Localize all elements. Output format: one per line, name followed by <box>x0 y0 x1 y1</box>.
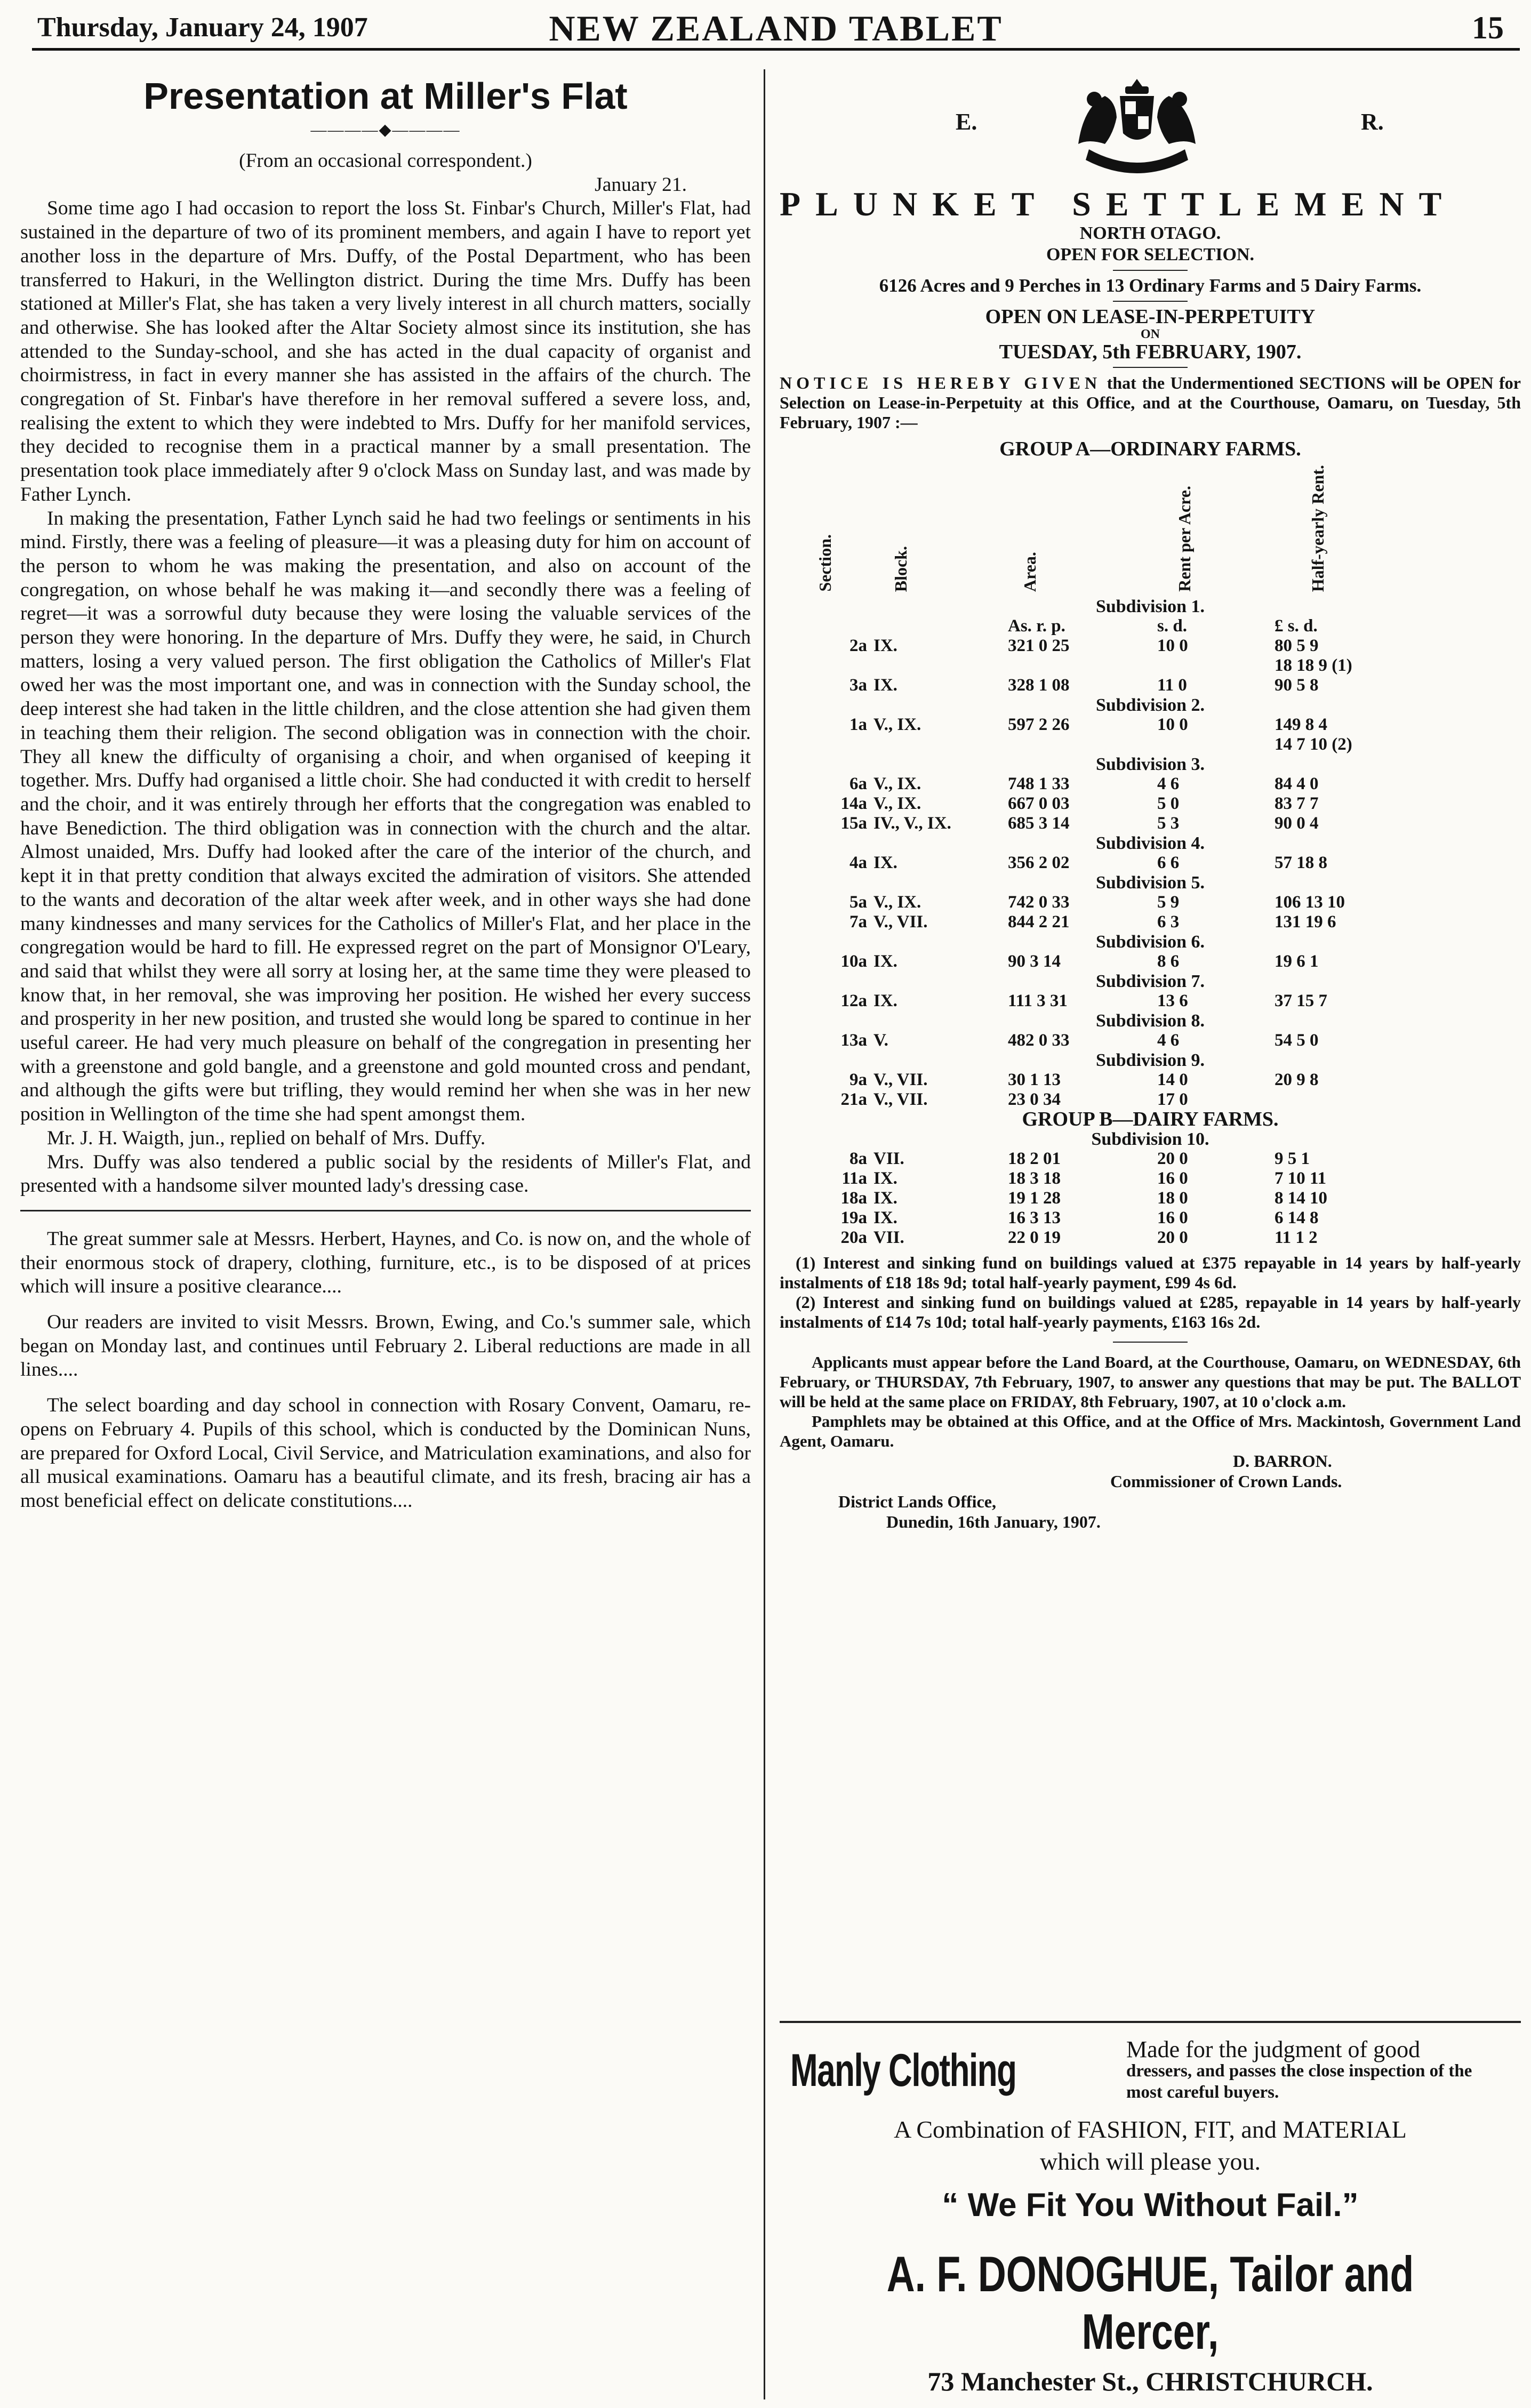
cell-area: 482 0 33 <box>1008 1031 1070 1050</box>
cell-area: 667 0 03 <box>1008 794 1070 813</box>
table-row <box>780 794 1521 814</box>
cell-half-yearly: 84 4 0 <box>1275 774 1319 793</box>
royal-cipher-e: E. <box>956 109 977 135</box>
office-date: Dunedin, 16th January, 1907. <box>886 1512 1101 1531</box>
subdivision-label: Subdivision 5. <box>1095 873 1205 893</box>
col-half-yearly: Half-yearly Rent. <box>1308 464 1327 592</box>
cell-section: 6a <box>849 774 867 793</box>
units-row <box>780 616 1521 636</box>
ad-brand: Manly Clothing <box>790 2045 1016 2096</box>
empty-cell <box>1005 735 1154 754</box>
subdivision-label: Subdivision 7. <box>1095 972 1205 991</box>
table-row <box>780 853 1521 873</box>
pamphlets-text: Pamphlets may be obtained at this Office, and at the Office of Mrs. Mackintosh, Government Land Agent, Oamaru. <box>780 1412 1521 1450</box>
column-divider <box>764 69 765 2399</box>
notice-acreage: 6126 Acres and 9 Perches in 13 Ordinary Farms and 5 Dairy Farms. <box>879 275 1422 296</box>
cell-area: 356 2 02 <box>1008 853 1070 872</box>
subdivision-label: Subdivision 3. <box>1095 754 1205 774</box>
table-row <box>780 636 1521 656</box>
cell-block: IV., V., IX. <box>873 814 951 833</box>
table-row <box>780 774 1521 794</box>
cell-rent: 6 6 <box>1157 853 1180 872</box>
cell-block: IX. <box>873 1208 897 1227</box>
cell-area: 328 1 08 <box>1008 676 1070 695</box>
cell-section: 10a <box>840 952 867 971</box>
farms-table <box>780 463 1521 1248</box>
cell-rent: 5 0 <box>1157 794 1180 813</box>
table-row <box>780 912 1521 932</box>
cell-half-yearly: 106 13 10 <box>1275 893 1345 912</box>
subdivision-label: Subdivision 6. <box>1095 932 1205 952</box>
table-row <box>780 676 1521 695</box>
notice-rule <box>1113 270 1188 271</box>
brief-paragraph: The select boarding and day school in connection with Rosary Convent, Oamaru, re-opens on February 4. Pupils of this school, which is conducted by the Dominican Nuns, are prepared for Oxford Local, Civil Service, and Matriculation examinations, and also for all musical examinations. Oamaru has a beautiful climate, and its fresh, bracing air has a most beneficial effect on delicate constitutions.... <box>20 1394 751 1512</box>
cell-block: V., IX. <box>873 794 921 813</box>
empty-cell <box>1005 656 1154 676</box>
cell-section: 3a <box>849 676 867 695</box>
cell-area: 321 0 25 <box>1008 636 1070 655</box>
article-paragraph: Mrs. Duffy was also tendered a public social by the residents of Miller's Flat, and presented with a handsome silver mounted lady's dressing case. <box>20 1151 751 1197</box>
cell-half-yearly: 83 7 7 <box>1275 794 1319 813</box>
cell-block: VII. <box>873 1228 904 1247</box>
ad-tagline-lead: Made for the judgment of good <box>1126 2036 1421 2062</box>
signer-name: D. BARRON. <box>1233 1451 1332 1471</box>
subdivision-row <box>780 833 1521 853</box>
cell-section: 13a <box>840 1031 867 1050</box>
cell-area: 111 3 31 <box>1008 991 1068 1010</box>
cell-rent: 4 6 <box>1157 1031 1180 1050</box>
table-row <box>780 1031 1521 1050</box>
news-briefs <box>20 1227 751 1513</box>
cell-section: 8a <box>849 1149 867 1168</box>
subdivision-row <box>780 972 1521 991</box>
notice-lease: OPEN ON LEASE-IN-PERPETUITY <box>985 306 1316 328</box>
cell-rent: 8 6 <box>1157 952 1180 971</box>
cell-area: 597 2 26 <box>1008 715 1070 734</box>
cell-half-yearly: 37 15 7 <box>1275 991 1327 1010</box>
cell-section: 21a <box>840 1090 867 1109</box>
footnote-2: (2) Interest and sinking fund on buildings valued at £285, repayable in 14 years by half-yearly instalments of £14 7s 10d; total half-yearly payments, £163 16s 2d. <box>780 1293 1521 1331</box>
cell-section: 1a <box>849 715 867 734</box>
cell-half-yearly: 6 14 8 <box>1275 1208 1319 1227</box>
subdivision-row <box>780 1129 1521 1149</box>
cell-rent: 5 3 <box>1157 814 1180 833</box>
cell-area: 742 0 33 <box>1008 893 1070 912</box>
cell-rent: 13 6 <box>1157 991 1188 1010</box>
subdivision-row <box>780 1050 1521 1070</box>
cell-half-yearly: 90 0 4 <box>1275 814 1319 833</box>
cell-block: IX. <box>873 676 897 695</box>
cell-area: 19 1 28 <box>1008 1189 1061 1208</box>
cell-half-yearly: 8 14 10 <box>1275 1189 1327 1208</box>
subdivision-row <box>780 1011 1521 1031</box>
footnote-1: (1) Interest and sinking fund on buildings valued at £375 repayable in 14 years by half-yearly instalments of £18 18s 9d; total half-yearly payment, £99 4s 6d. <box>780 1253 1521 1292</box>
signer-title: Commissioner of Crown Lands. <box>1110 1472 1342 1491</box>
applicants-text: Applicants must appear before the Land Board, at the Courthouse, Oamaru, on WEDNESDAY, 6th February, or THURSDAY, 7th February, 1907, to answer any questions that may be put. The BALLOT will be held at the same place on FRIDAY, 8th February, 1907, at 10 o'clock a.m. <box>780 1353 1521 1411</box>
ad-header <box>780 2023 1521 2114</box>
subdivision-label: Subdivision 1. <box>1095 597 1205 616</box>
ad-merchant: A. F. DONOGHUE, Tailor and Mercer, <box>886 2246 1414 2359</box>
table-row <box>780 1189 1521 1208</box>
cell-rent: 14 0 <box>1157 1070 1188 1089</box>
empty-cell <box>1154 656 1271 676</box>
notice-rule <box>1113 301 1188 302</box>
subdivision-row <box>780 873 1521 893</box>
farms-body <box>780 597 1521 1248</box>
cell-half-yearly: 131 19 6 <box>1275 912 1336 932</box>
cell-area: 685 3 14 <box>1008 814 1070 833</box>
office-name: District Lands Office, <box>838 1492 996 1511</box>
cell-rent: 16 0 <box>1157 1169 1188 1188</box>
subdivision-row <box>780 695 1521 715</box>
col-block: Block. <box>891 545 910 592</box>
cell-rent: 17 0 <box>1157 1090 1188 1109</box>
cell-section: 2a <box>849 636 867 655</box>
cell-rent: 16 0 <box>1157 1208 1188 1227</box>
title-ornament: ————◆———— <box>310 121 461 139</box>
cell-half-yearly: 57 18 8 <box>1275 853 1327 872</box>
article-paragraph: In making the presentation, Father Lynch said he had two feelings or sentiments in his mind. Firstly, there was a feeling of pleasure—it was a pleasing duty for him on account of the person to whom he was making the presentation, and also on account of the congregation, on whose behalf he was making it—and secondly there was a feeling of regret—it was a sorrowful duty because they were losing the valuable services of the person they were honoring. In the departure of Mrs. Duffy they were, he said, in Church matters, losing a very valued person. The first obligation the Catholics of Miller's Flat owed her was the most important one, and was in connection with the Sunday school, the deep interest she had taken in the little children, and the close attention she had given them in teaching them their religion. The second obligation was in connection with the choir. They all knew the difficulty of organising a choir, and when organised of keeping it together. Mrs. Duffy had organised a little choir. She had conducted it with credit to herself and the choir, and it was entirely through her efforts that the congregation was enabled to have Benediction. The third obligation was in connection with the church and the altar. Almost unaided, Mrs. Duffy had looked after the care of the interior of the church, and kept it in that pretty condition that always excited the admiration of visitors. She attended to the wants and decoration of the altar week after week, and in other ways she had done many kindnesses and many services for the Catholics of Miller's Flat, and her place in the congregation would be hard to fill. He expressed regret on the part of Monsignor O'Leary, and said that whilst they were all sorry at losing her, at the same time they were pleased to know that, in her removal, she was improving her position. He wished her every success and prosperity in her new position, and trusted she would long be spared to continue in her useful career. He had very much pleasure on behalf of the congregation in presenting her with a greenstone and gold bangle, and a greenstone and gold mounted cross and pendant, and although the gifts were but trifling, they would remind her when she was in her new position in Wellington of the time she had spent amongst them. <box>20 507 751 1126</box>
notice-body: that the Undermentioned SECTIONS will be OPEN for Selection on Lease-in-Perpetuity at this Office, and at the Courthouse, Oamaru, on Tuesday, 5th February, 1907 :— <box>780 373 1521 432</box>
cell-half-yearly: 20 9 8 <box>1275 1070 1319 1089</box>
cell-rent: 18 0 <box>1157 1189 1188 1208</box>
ad-tagline-rest: dressers, and passes the close inspection of the most careful buyers. <box>1126 2061 1472 2102</box>
cell-area: 22 0 19 <box>1008 1228 1061 1247</box>
cell-section: 9a <box>849 1070 867 1089</box>
cell-building-payment: 18 18 9 (1) <box>1275 656 1352 675</box>
cell-section: 7a <box>849 912 867 932</box>
cell-section: 15a <box>840 814 867 833</box>
notice-open: OPEN FOR SELECTION. <box>1046 245 1255 264</box>
units-empty <box>780 616 870 636</box>
cell-block: IX. <box>873 991 897 1010</box>
cell-area: 18 3 18 <box>1008 1169 1061 1188</box>
notice-text <box>780 373 1521 432</box>
notice-rule <box>1113 367 1188 368</box>
cell-block: VII. <box>873 1149 904 1168</box>
cell-section: 20a <box>840 1228 867 1247</box>
empty-cell <box>1154 735 1271 754</box>
brief-paragraph: Our readers are invited to visit Messrs. Brown, Ewing, and Co.'s summer sale, which began on Monday last, and continues until February 2. Liberal reductions are made in all lines.... <box>20 1311 751 1381</box>
cell-block: V., IX. <box>873 715 921 734</box>
cell-rent: 6 3 <box>1157 912 1180 932</box>
table-row <box>780 1090 1521 1110</box>
cell-block: V., VII. <box>873 1070 928 1089</box>
cell-section: 12a <box>840 991 867 1010</box>
units-rent: s. d. <box>1157 616 1187 636</box>
empty-cell <box>870 656 1005 676</box>
cell-rent: 4 6 <box>1157 774 1180 793</box>
table-row <box>780 1208 1521 1228</box>
table-row <box>780 1169 1521 1189</box>
cell-block: IX. <box>873 853 897 872</box>
cell-block: IX. <box>873 952 897 971</box>
cell-area: 748 1 33 <box>1008 774 1070 793</box>
clothing-advertisement <box>780 2021 1521 2405</box>
cell-rent: 11 0 <box>1157 676 1187 695</box>
subdivision-label: Subdivision 10. <box>1091 1129 1209 1149</box>
cell-section: 5a <box>849 893 867 912</box>
subdivision-row <box>780 754 1521 774</box>
cell-half-yearly: 19 6 1 <box>1275 952 1319 971</box>
subdivision-label: Subdivision 2. <box>1095 695 1205 715</box>
cell-block: V., VII. <box>873 912 928 932</box>
article-dateline: January 21. <box>595 173 687 196</box>
cell-rent: 20 0 <box>1157 1149 1188 1168</box>
cell-half-yearly: 9 5 1 <box>1275 1149 1310 1168</box>
masthead <box>32 5 1520 51</box>
table-row <box>780 991 1521 1011</box>
notice-lead: NOTICE IS HEREBY GIVEN <box>780 373 1102 392</box>
table-row <box>780 814 1521 833</box>
empty-cell <box>870 735 1005 754</box>
cell-half-yearly: 11 1 2 <box>1275 1228 1318 1247</box>
cell-rent: 20 0 <box>1157 1228 1188 1247</box>
notice-date: TUESDAY, 5th FEBRUARY, 1907. <box>999 341 1302 363</box>
article-paragraph: Some time ago I had occasion to report the loss St. Finbar's Church, Miller's Flat, had sustained in the departure of two of its prominent members, and again I have to report yet another loss in the departure of Mrs. Duffy, of the Postal Department, who has been transferred to Hakuri, in the Wellington district. During the time Mrs. Duffy has been stationed at Miller's Flat, she has taken a very lively interest in all church matters, socially and otherwise. She has looked after the Altar Society almost since its institution, she has attended to the Sunday-school, and she has acted in the dual capacity of organist and choirmistress, in fact in every manner she has assisted in the affairs of the church. The congregation of St. Finbar's have therefore in her removal suffered a severe loss, and, realising the extent to which they were indebted to Mrs. Duffy for her manifold services, they decided to recognise them in a practical manner by a small presentation. The presentation took place immediately after 9 o'clock Mass on Sunday last, and was made by Father Lynch. <box>20 197 751 505</box>
group-b-row <box>780 1110 1521 1129</box>
page-number: 15 <box>1472 10 1504 45</box>
units-empty <box>870 616 1005 636</box>
table-row <box>780 1070 1521 1090</box>
cell-half-yearly: 54 5 0 <box>1275 1031 1319 1050</box>
subdivision-row <box>780 932 1521 952</box>
cell-half-yearly: 149 8 4 <box>1275 715 1327 734</box>
notice-rule <box>1113 1342 1188 1343</box>
ad-combination: A Combination of FASHION, FIT, and MATERIAL <box>894 2116 1407 2143</box>
newspaper-title: NEW ZEALAND TABLET <box>549 8 1003 49</box>
cell-half-yearly: 80 5 9 <box>1275 636 1319 655</box>
table-row <box>780 715 1521 735</box>
article-title: Presentation at Miller's Flat <box>143 75 628 117</box>
notice-on: ON <box>1141 327 1160 341</box>
subdivision-row <box>780 597 1521 616</box>
cell-area: 23 0 34 <box>1008 1090 1061 1109</box>
units-area: As. r. p. <box>1008 616 1065 636</box>
cell-half-yearly: 90 5 8 <box>1275 676 1319 695</box>
table-row <box>780 1149 1521 1169</box>
cell-section: 18a <box>840 1189 867 1208</box>
crest-row <box>780 75 1521 181</box>
land-notice <box>780 75 1521 1532</box>
cell-area: 16 3 13 <box>1008 1208 1061 1227</box>
ad-tagline <box>1126 2036 1510 2103</box>
article-paragraph: Mr. J. H. Waigth, jun., replied on behalf of Mrs. Duffy. <box>47 1127 486 1149</box>
royal-coat-of-arms-icon <box>1057 75 1217 181</box>
group-b-heading: GROUP B—DAIRY FARMS. <box>1022 1108 1279 1130</box>
ad-address: 73 Manchester St., CHRISTCHURCH. <box>927 2366 1373 2396</box>
table-row <box>780 952 1521 972</box>
col-section: Section. <box>815 534 835 592</box>
units-half-yearly: £ s. d. <box>1275 616 1318 636</box>
table-row <box>780 893 1521 912</box>
cell-block: IX. <box>873 636 897 655</box>
cell-block: IX. <box>873 1189 897 1208</box>
notice-title: PLUNKET SETTLEMENT <box>780 185 1457 223</box>
cell-section: 14a <box>840 794 867 813</box>
cell-area: 30 1 13 <box>1008 1070 1061 1089</box>
brief-paragraph: The great summer sale at Messrs. Herbert, Haynes, and Co. is now on, and the whole of their enormous stock of drapery, clothing, furniture, etc., is to be disposed of at prices which will insure a positive clearance.... <box>20 1227 751 1298</box>
group-a-heading: GROUP A—ORDINARY FARMS. <box>999 438 1301 460</box>
cell-area: 844 2 21 <box>1008 912 1070 932</box>
cell-block: V., IX. <box>873 893 921 912</box>
cell-building-payment: 14 7 10 (2) <box>1275 735 1352 754</box>
subdivision-label: Subdivision 9. <box>1095 1050 1205 1070</box>
cell-section: 11a <box>841 1169 867 1188</box>
cell-block: IX. <box>873 1169 897 1188</box>
cell-rent: 10 0 <box>1157 636 1188 655</box>
cell-area: 18 2 01 <box>1008 1149 1061 1168</box>
col-rent: Rent per Acre. <box>1175 486 1194 592</box>
issue-date: Thursday, January 24, 1907 <box>37 12 368 43</box>
royal-cipher-r: R. <box>1361 109 1384 135</box>
table-row-extra <box>780 656 1521 676</box>
cell-half-yearly: 7 10 11 <box>1275 1169 1327 1188</box>
cell-area: 90 3 14 <box>1008 952 1061 971</box>
cell-block: V., IX. <box>873 774 921 793</box>
subdivision-label: Subdivision 8. <box>1095 1011 1205 1031</box>
article-byline: (From an occasional correspondent.) <box>239 150 532 172</box>
col-area: Area. <box>1020 552 1039 592</box>
section-separator <box>20 1210 751 1211</box>
cell-half-yearly <box>1271 1090 1521 1110</box>
left-column <box>20 75 751 1525</box>
cell-section: 4a <box>849 853 867 872</box>
cell-rent: 5 9 <box>1157 893 1180 912</box>
empty-cell <box>780 735 870 754</box>
empty-cell <box>780 656 870 676</box>
notice-location: NORTH OTAGO. <box>1079 223 1221 243</box>
ad-slogan: “ We Fit You Without Fail.” <box>942 2187 1359 2224</box>
ad-please: which will please you. <box>1040 2148 1261 2175</box>
subdivision-label: Subdivision 4. <box>1095 833 1205 853</box>
cell-rent: 10 0 <box>1157 715 1188 734</box>
cell-block: V. <box>873 1031 888 1050</box>
cell-section: 19a <box>840 1208 867 1227</box>
table-row-extra <box>780 735 1521 754</box>
table-row <box>780 1228 1521 1248</box>
cell-block: V., VII. <box>873 1090 928 1109</box>
